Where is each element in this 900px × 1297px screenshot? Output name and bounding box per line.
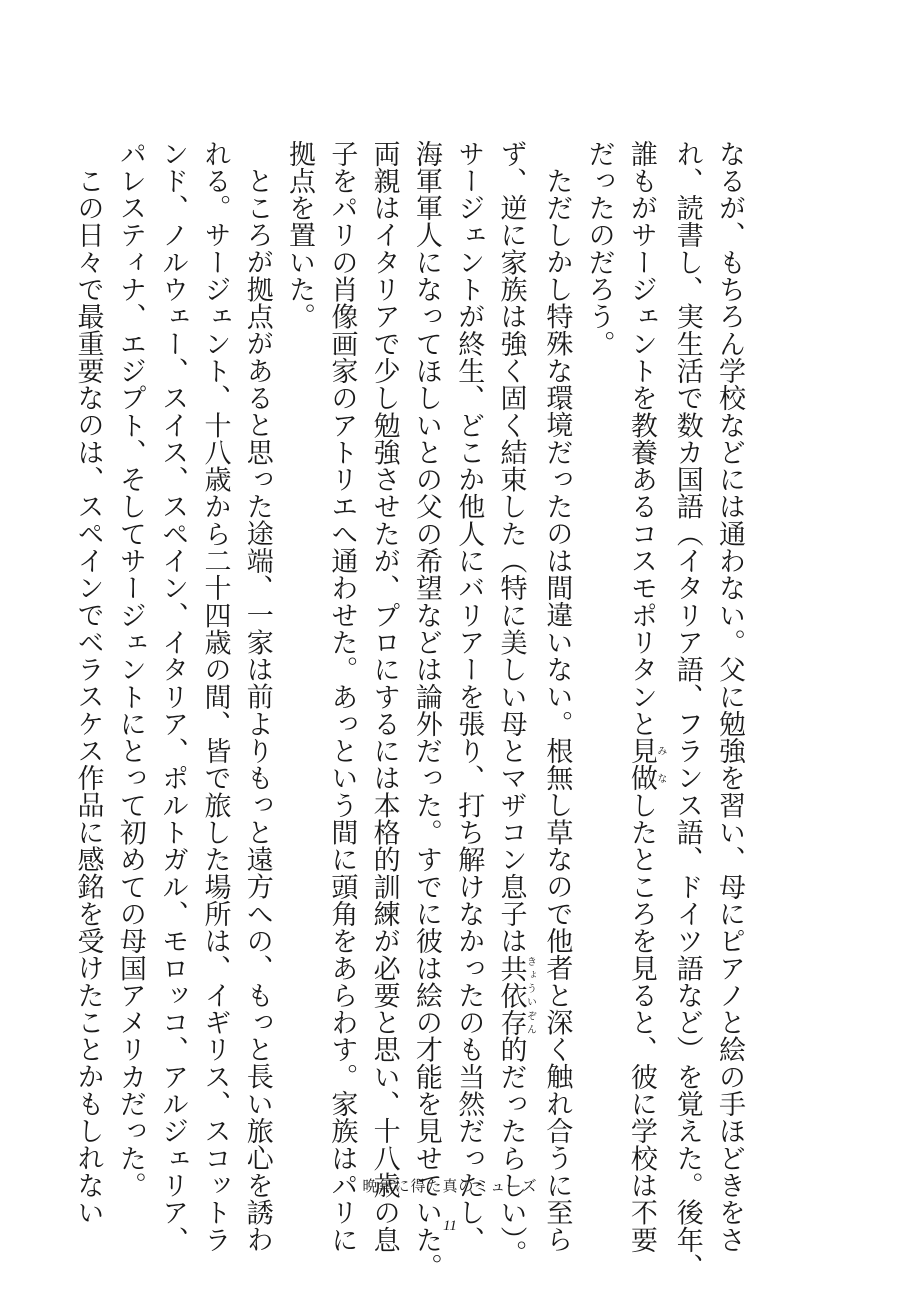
text-column: だったのだろう。	[583, 140, 615, 358]
text-column: れる。サージェント、十八歳から二十四歳の間、皆で旅した場所は、イギリス、スコットラ	[199, 140, 231, 1254]
text-column: パレスティナ、エジプト、そしてサージェントにとって初めての母国アメリカだった。	[114, 140, 146, 1199]
text-column: 両親はイタリアで少し勉強させたが、プロにするには本格的訓練が必要と思い、十八歳の息	[368, 140, 400, 1254]
text-column: ず、逆に家族は強く固く結束した（特に美しい母とマザコン息子は共依存きょういぞん的だったらしい）。	[495, 140, 536, 1267]
page-number: 11	[443, 1218, 457, 1234]
text-column: サージェントが終生、どこか他人にバリアーを張り、打ち解けなかったのも当然だったし、	[453, 140, 485, 1254]
furigana: 共依存きょういぞん	[495, 954, 536, 1036]
text-column: 子をパリの肖像画家のアトリエへ通わせた。あっという間に頭角をあらわす。家族はパリに	[326, 140, 358, 1254]
text-column: 海軍軍人になってほしいとの父の希望などは論外だった。すでに彼は絵の才能を見せていた。	[410, 140, 442, 1281]
text-column: この日々で最重要なのは、スペインでベラスケス作品に感銘を受けたことかもしれない	[72, 167, 104, 1226]
running-head: 晩年に得た真のミューズ	[362, 1177, 538, 1195]
text-column: ンド、ノルウェー、スイス、スペイン、イタリア、ポルトガル、モロッコ、アルジェリア、	[157, 140, 189, 1254]
text-column: なるが、もちろん学校などには通わない。父に勉強を習い、母にピアノと絵の手ほどきをさ	[714, 140, 745, 1254]
text-column: ところが拠点があると思った途端、一家は前よりもっと遠方への、もっと長い旅心を誘わ	[241, 167, 273, 1253]
text-column: れ、読書し、実生活で数カ国語（イタリア語、フランス語、ドイツ語など）を覚えた。後年、	[671, 140, 703, 1281]
text-column: 誰もがサージェントを教養あるコスモポリタンと見做みなしたところを見ると、彼に学校は不要	[625, 140, 666, 1254]
text-column: 拠点を置いた。	[284, 140, 316, 331]
text-column: ただしかし特殊な環境だったのは間違いない。根無し草なので他者と深く触れ合うに至ら	[541, 167, 573, 1253]
furigana: 見做みな	[625, 737, 666, 792]
